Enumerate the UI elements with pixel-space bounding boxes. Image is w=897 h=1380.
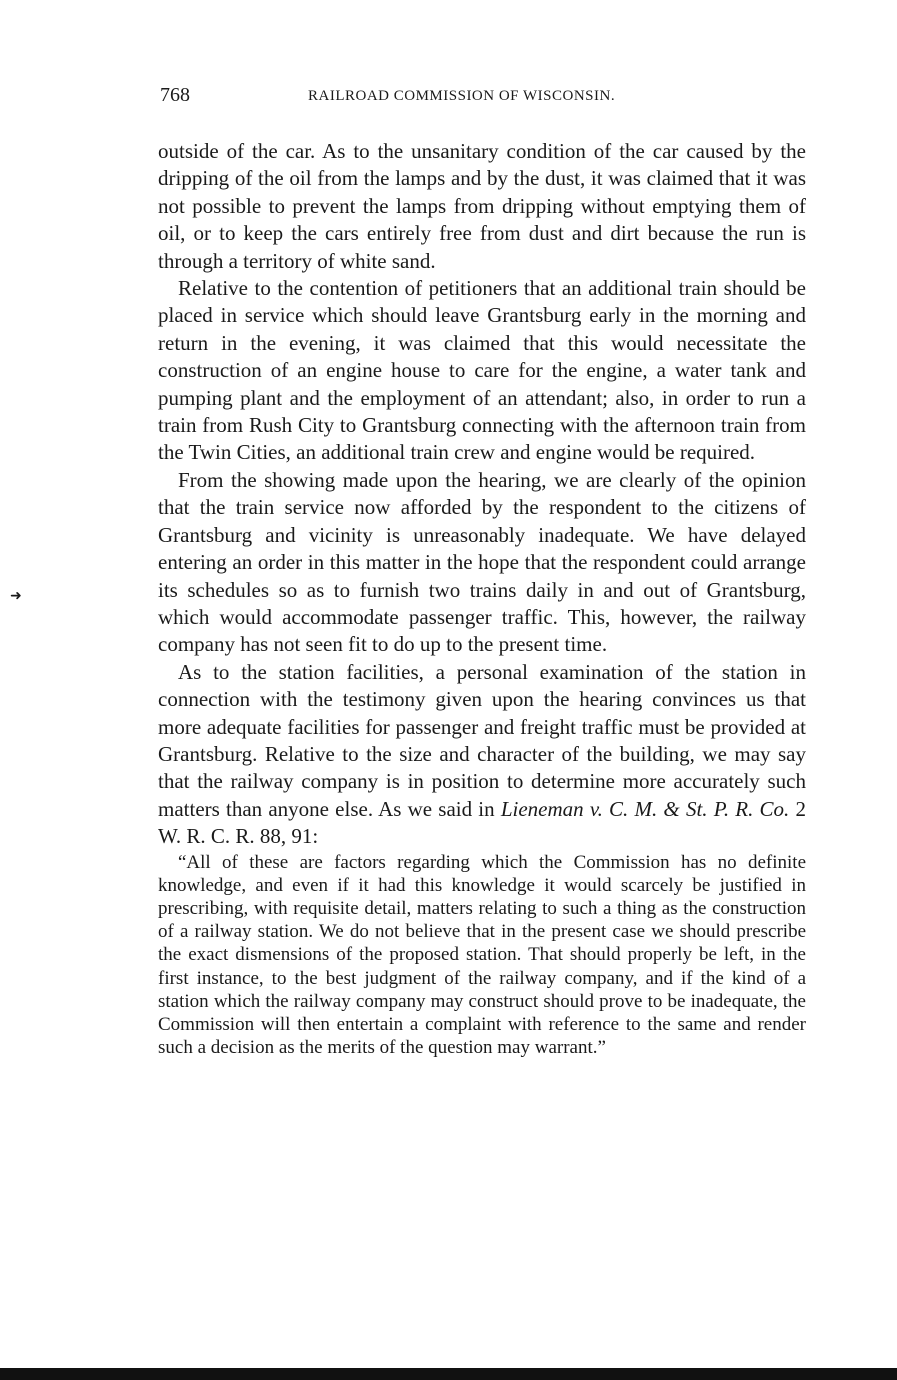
citation-reference: 2 W. R. C. R. 88, 91: <box>158 796 806 849</box>
bottom-edge <box>0 1368 897 1380</box>
paragraph: From the showing made upon the hearing, we are clearly of the opinion that the train service now afforded by the respondent to the citizens of Grantsburg and vicinity is unreasonably inadequate. We have delayed entering an order in this matter in the hope that the respondent could arrange its schedules so as to furnish two trains daily in and out of Grantsburg, which would accommodate passenger traffic. This, however, the railway company has not seen fit to do up to the present time. <box>158 467 806 657</box>
body-text <box>158 138 806 1059</box>
page-number: 768 <box>160 84 190 106</box>
case-citation: Lieneman v. C. M. & St. P. R. Co. <box>500 796 790 821</box>
paragraph: Relative to the contention of petitioners that an additional train should be placed in service which should leave Grantsburg early in the morning and return in the evening, it was claimed that this would necessitate the construction of an engine house to care for the engine, a water tank and pumping plant and the employment of an attendant; also, in order to run a train from Rush City to Grantsburg connecting with the afternoon train from the Twin Cities, an additional train crew and engine would be required. <box>158 276 806 465</box>
paragraph: outside of the car. As to the unsanitary condition of the car caused by the dripping of the oil from the lamps and by the dust, it was claimed that it was not possible to prevent the lamps from dripping without emptying them of oil, or to keep the cars entirely free from dust and dirt because the run is through a territory of white sand. <box>158 139 806 273</box>
block-quote: “All of these are factors regarding which the Commission has no definite knowledge, and even if it had this knowledge it would scarcely be justified in prescribing, with requisite detail, matters relating to such a thing as the construction of a railway station. We do not believe that in the present case we should prescribe the exact dismensions of the proposed station. That should properly be left, in the first instance, to the best judgment of the railway company, and if the kind of a station which the railway company may construct should prove to be inadequate, the Commission will then entertain a complaint with reference to the same and render such a decision as the merits of the question may warrant.” <box>158 851 806 1059</box>
running-head: RAILROAD COMMISSION OF WISCONSIN. <box>308 88 616 104</box>
page-header <box>160 84 800 112</box>
margin-arrow-icon: ➜ <box>10 589 22 604</box>
paragraph-text: As to the station facilities, a personal examination of the station in connection with the testimony given upon the hearing convinces us that more adequate facilities for passenger and freight traffic must be provided at Grantsburg. Relative to the size and character of the building, we may say that the railway company is in position to determine more accurately such matters than anyone else. As we said in <box>158 659 806 821</box>
paragraph <box>158 659 806 851</box>
